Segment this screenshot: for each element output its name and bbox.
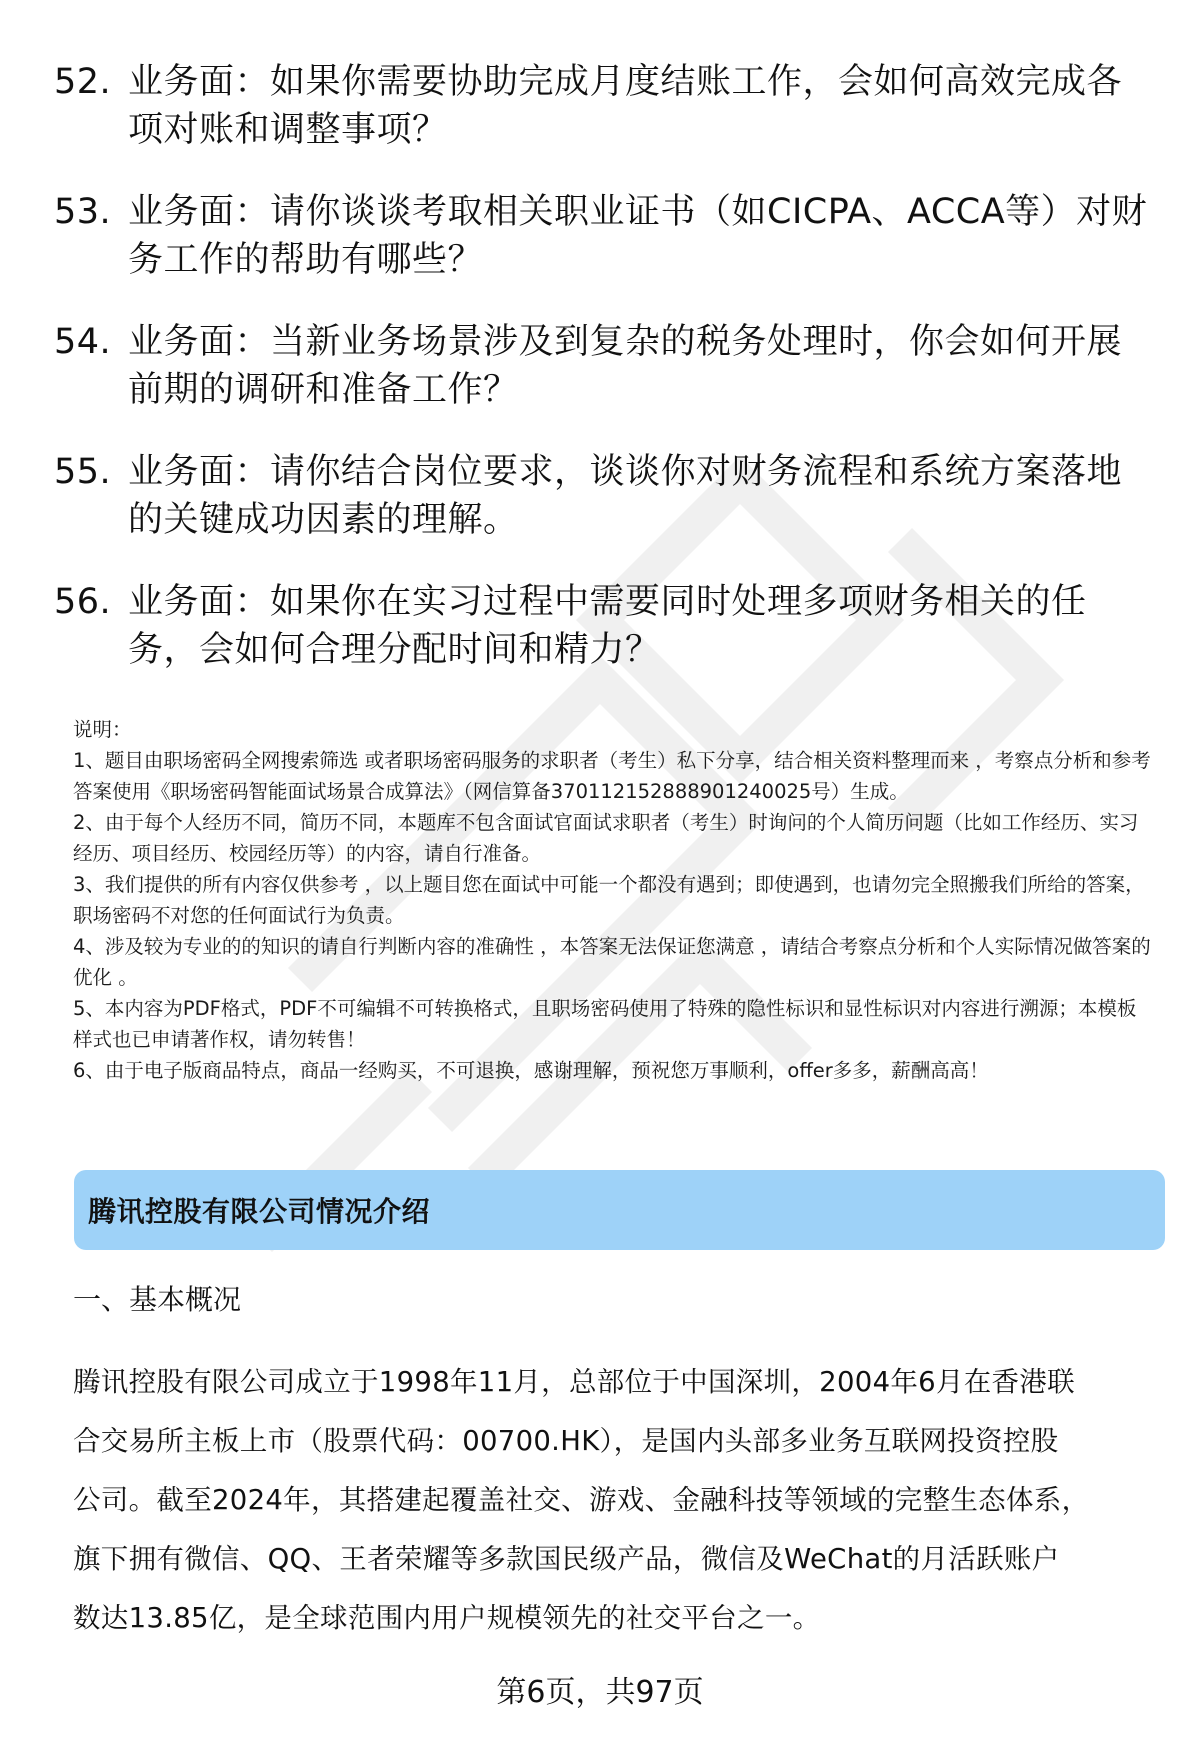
company-intro-banner [74, 1170, 1165, 1250]
note-item: 1、题目由职场密码全网搜索筛选 或者职场密码服务的求职者（考生）私下分享，结合相关资料整理而来 ，考察点分析和参考答案使用《职场密码智能面试场景合成算法》（网信算备370112152888901240025号）生成。 [73, 749, 1151, 803]
paragraph-line: 公司。截至2024年，其搭建起覆盖社交、游戏、金融科技等领域的完整生态体系， [73, 1484, 1090, 1516]
question-text: 业务面：如果你在实习过程中需要同时处理多项财务相关的任务，会如何合理分配时间和精力？ [128, 582, 1087, 670]
question-item [54, 318, 1154, 414]
disclaimer-notes [73, 714, 1153, 1086]
paragraph-line: 合交易所主板上市（股票代码：00700.HK），是国内头部多业务互联网投资控股 [73, 1425, 1059, 1457]
question-list [54, 58, 1154, 708]
notes-title: 说明： [73, 718, 132, 741]
question-item [54, 58, 1154, 154]
question-number: 52. [54, 62, 112, 102]
page-number: 第6页，共97页 [496, 1675, 704, 1710]
question-item [54, 578, 1154, 674]
paragraph-line: 数达13.85亿，是全球范围内用户规模领先的社交平台之一。 [73, 1602, 821, 1634]
paragraph-line: 旗下拥有微信、QQ、王者荣耀等多款国民级产品，微信及WeChat的月活跃账户 [73, 1543, 1060, 1575]
banner-title: 腾讯控股有限公司情况介绍 [88, 1195, 431, 1228]
question-number: 55. [54, 452, 112, 492]
question-text: 业务面：如果你需要协助完成月度结账工作，会如何高效完成各项对账和调整事项？ [128, 62, 1123, 150]
question-number: 53. [54, 192, 112, 232]
question-number: 54. [54, 322, 112, 362]
question-item [54, 448, 1154, 544]
section-heading: 一、基本概况 [73, 1283, 242, 1316]
paragraph-line: 腾讯控股有限公司成立于1998年11月，总部位于中国深圳，2004年6月在香港联 [73, 1366, 1075, 1398]
note-item: 3、我们提供的所有内容仅供参考 ，以上题目您在面试中可能一个都没有遇到；即使遇到，也请勿完全照搬我们所给的答案，职场密码不对您的任何面试行为负责。 [73, 873, 1145, 927]
note-item: 2、由于每个人经历不同，简历不同，本题库不包含面试官面试求职者（考生）时询问的个人简历问题（比如工作经历、实习经历、项目经历、校园经历等）的内容，请自行准备。 [73, 811, 1139, 865]
note-item: 6、由于电子版商品特点，商品一经购买，不可退换，感谢理解，预祝您万事顺利，offer多多，薪酬高高！ [73, 1059, 989, 1082]
question-text: 业务面：当新业务场景涉及到复杂的税务处理时，你会如何开展前期的调研和准备工作？ [128, 322, 1123, 410]
question-text: 业务面：请你谈谈考取相关职业证书（如CICPA、ACCA等）对财务工作的帮助有哪些？ [128, 192, 1148, 280]
question-text: 业务面：请你结合岗位要求，谈谈你对财务流程和系统方案落地的关键成功因素的理解。 [128, 452, 1123, 540]
company-overview-paragraph [73, 1353, 1153, 1648]
note-item: 5、本内容为PDF格式，PDF不可编辑不可转换格式，且职场密码使用了特殊的隐性标识和显性标识对内容进行溯源；本模板样式也已申请著作权，请勿转售！ [73, 997, 1137, 1051]
question-number: 56. [54, 582, 112, 622]
note-item: 4、涉及较为专业的的知识的请自行判断内容的准确性 ，本答案无法保证您满意 ，请结合考察点分析和个人实际情况做答案的优化 。 [73, 935, 1151, 989]
question-item [54, 188, 1154, 284]
